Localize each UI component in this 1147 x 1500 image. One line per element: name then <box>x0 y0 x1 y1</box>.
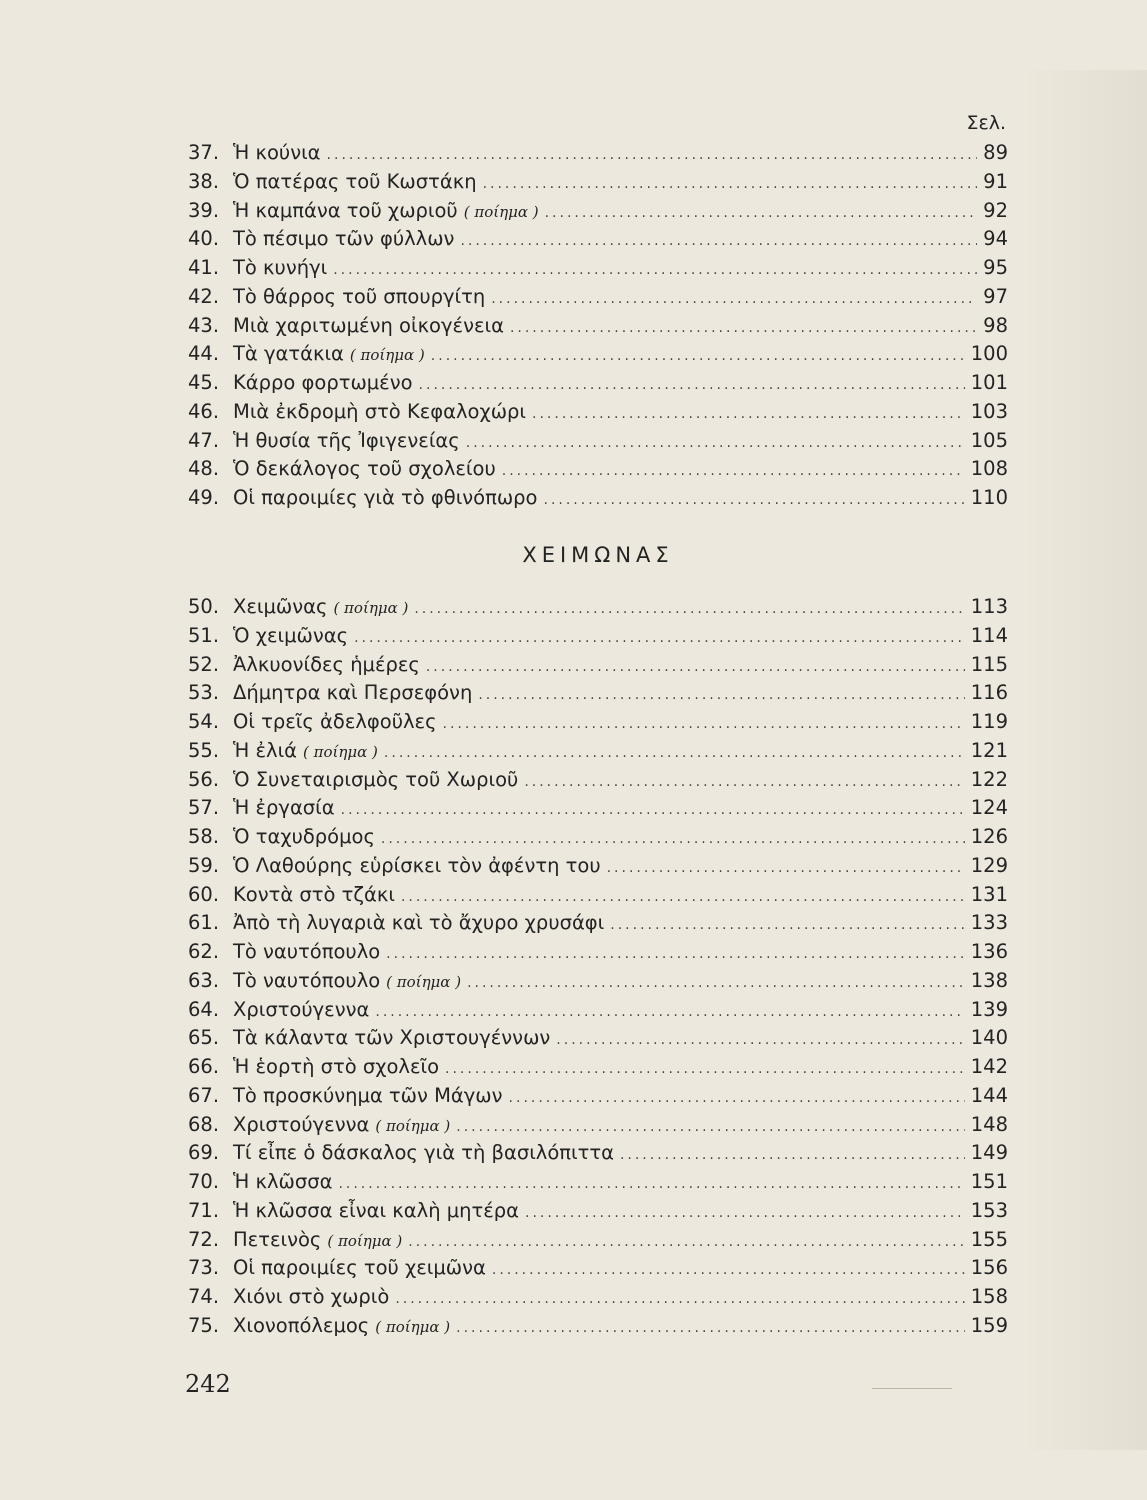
entry-title: Ἡ καμπάνα τοῦ χωριοῦ <box>233 198 458 222</box>
leader-dots <box>509 1084 965 1113</box>
entry-title: Τὸ προσκύνημα τῶν Μάγων <box>233 1083 503 1107</box>
toc-entry <box>188 139 1008 168</box>
leader-dots <box>467 969 965 998</box>
entry-title: Χιόνι στὸ χωριὸ <box>233 1285 390 1308</box>
entry-number: 48. <box>188 457 220 481</box>
entry-title: Ἡ ἑορτὴ στὸ σχολεῖο <box>233 1055 440 1078</box>
leader-dots <box>354 624 965 653</box>
entry-number: 75. <box>188 1313 220 1337</box>
toc-entry <box>188 852 1008 881</box>
entry-title: Ἡ ἐλιά <box>233 738 298 762</box>
leader-dots <box>502 457 965 486</box>
entry-number: 53. <box>188 681 220 705</box>
leader-dots <box>381 825 965 854</box>
entry-number: 39. <box>188 198 220 222</box>
entry-page: 101 <box>970 371 1008 394</box>
entry-title: Τὸ θάρρος τοῦ σπουργίτη <box>233 284 486 308</box>
leader-dots <box>384 739 965 768</box>
toc-entry <box>188 254 1008 283</box>
entry-number: 70. <box>188 1170 220 1193</box>
page-edge-shadow <box>1020 70 1147 1450</box>
entry-title: Ὁ Συνεταιρισμὸς τοῦ Χωριοῦ <box>233 767 519 791</box>
entry-number: 54. <box>188 710 220 733</box>
leader-dots <box>445 1055 965 1084</box>
leader-dots <box>386 940 965 969</box>
entry-page: 136 <box>970 940 1008 963</box>
entry-title: Χιονοπόλεμος <box>233 1313 370 1337</box>
entry-title: Τὰ κάλαντα τῶν Χριστουγέννων <box>233 1026 551 1050</box>
entry-page: 89 <box>983 141 1008 164</box>
toc-entry <box>188 312 1008 341</box>
entry-number: 55. <box>188 738 220 762</box>
toc-entry <box>188 996 1008 1025</box>
toc-entry <box>188 1139 1008 1168</box>
toc-entry <box>188 708 1008 737</box>
entry-page: 158 <box>970 1285 1008 1308</box>
entry-page: 119 <box>970 710 1008 733</box>
entry-page: 140 <box>970 1026 1008 1050</box>
entry-title: Τὸ ναυτόπουλο <box>233 940 381 963</box>
entry-page: 98 <box>983 313 1008 337</box>
leader-dots <box>443 710 965 739</box>
leader-dots <box>408 1228 965 1257</box>
entry-page: 153 <box>970 1198 1008 1222</box>
toc-entry <box>188 823 1008 852</box>
toc-entry <box>188 369 1008 398</box>
entry-title: Ἀλκυονίδες ἡμέρες <box>233 652 420 676</box>
entry-page: 149 <box>970 1141 1008 1165</box>
entry-title: Χειμῶνας <box>233 595 328 618</box>
entry-title: Ὁ Λαθούρης εὑρίσκει τὸν ἀφέντη του <box>233 853 601 877</box>
entry-number: 49. <box>188 486 220 509</box>
entry-title: Κάρρο φορτωμένο <box>233 371 413 394</box>
entry-number: 40. <box>188 227 220 251</box>
entry-number: 68. <box>188 1112 220 1136</box>
leader-dots <box>544 486 965 515</box>
entry-page: 155 <box>970 1227 1008 1251</box>
entry-note: ( ποίημα ) <box>327 1231 403 1250</box>
entry-page: 108 <box>970 457 1008 481</box>
entry-number: 69. <box>188 1141 220 1165</box>
leader-dots <box>620 1141 965 1170</box>
entry-title: Ἡ θυσία τῆς Ἰφιγενείας <box>233 428 460 452</box>
entry-page: 122 <box>970 767 1008 791</box>
entry-page: 115 <box>970 652 1008 676</box>
entry-page: 94 <box>983 227 1008 251</box>
toc-entry <box>188 1024 1008 1053</box>
entry-number: 56. <box>188 767 220 791</box>
entry-number: 51. <box>188 623 220 647</box>
entry-number: 44. <box>188 342 220 366</box>
toc-entry <box>188 651 1008 680</box>
leader-dots <box>610 911 964 940</box>
entry-page: 95 <box>983 256 1008 279</box>
entry-page: 121 <box>970 738 1008 762</box>
leader-dots <box>545 199 978 228</box>
leader-dots <box>341 796 965 825</box>
leader-dots <box>333 256 977 285</box>
entry-title: Οἱ παροιμίες τοῦ χειμῶνα <box>233 1256 486 1280</box>
leader-dots <box>491 285 977 314</box>
leader-dots <box>483 170 978 199</box>
entry-number: 73. <box>188 1256 220 1280</box>
entry-number: 64. <box>188 997 220 1021</box>
entry-number: 58. <box>188 825 220 848</box>
entry-number: 71. <box>188 1198 220 1222</box>
toc-entry <box>188 1082 1008 1111</box>
entry-page: 116 <box>970 681 1008 705</box>
leader-dots <box>525 1199 965 1228</box>
leader-dots <box>532 400 965 429</box>
entry-note: ( ποίημα ) <box>375 1317 451 1336</box>
toc-entry <box>188 1283 1008 1312</box>
leader-dots <box>327 141 978 170</box>
toc-entry <box>188 909 1008 938</box>
leader-dots <box>466 429 965 458</box>
entry-title: Κοντὰ στὸ τζάκι <box>233 882 395 906</box>
entry-page: 110 <box>970 486 1008 509</box>
entry-title: Ὁ πατέρας τοῦ Κωστάκη <box>233 169 477 193</box>
entry-title: Ὁ ταχυδρόμος <box>233 825 375 848</box>
entry-title: Μιὰ ἐκδρομὴ στὸ Κεφαλοχώρι <box>233 399 527 423</box>
leader-dots <box>478 681 964 710</box>
toc-entry <box>188 283 1008 312</box>
table-of-contents-winter <box>188 593 1008 1341</box>
entry-title: Ὁ δεκάλογος τοῦ σχολείου <box>233 457 496 481</box>
entry-note: ( ποίημα ) <box>386 972 462 991</box>
entry-title: Τὰ γατάκια <box>233 342 344 366</box>
page-column-label: Σελ. <box>966 112 1006 134</box>
entry-page: 144 <box>970 1083 1008 1107</box>
leader-dots <box>607 854 965 883</box>
entry-number: 57. <box>188 796 220 820</box>
toc-entry <box>188 455 1008 484</box>
entry-page: 97 <box>983 284 1008 308</box>
entry-number: 60. <box>188 882 220 906</box>
entry-page: 103 <box>970 399 1008 423</box>
leader-dots <box>460 227 977 256</box>
toc-entry <box>188 622 1008 651</box>
entry-title: Τὸ πέσιμο τῶν φύλλων <box>233 227 455 251</box>
entry-title: Πετεινὸς <box>233 1227 322 1251</box>
entry-title: Τί εἶπε ὁ δάσκαλος γιὰ τὴ βασιλόπιττα <box>233 1141 614 1165</box>
leader-dots <box>426 653 965 682</box>
entry-note: ( ποίημα ) <box>333 599 409 617</box>
leader-dots <box>510 314 977 343</box>
page-number: 242 <box>185 1370 231 1398</box>
entry-number: 59. <box>188 853 220 877</box>
toc-entry <box>188 1254 1008 1283</box>
entry-title: Δήμητρα καὶ Περσεφόνη <box>233 681 473 705</box>
toc-entry <box>188 168 1008 197</box>
entry-page: 159 <box>970 1313 1008 1337</box>
entry-title: Ἀπὸ τὴ λυγαριὰ καὶ τὸ ἄχυρο χρυσάφι <box>233 911 605 935</box>
entry-page: 142 <box>970 1055 1008 1078</box>
entry-number: 52. <box>188 652 220 676</box>
entry-number: 62. <box>188 940 220 963</box>
entry-number: 50. <box>188 595 220 618</box>
entry-page: 113 <box>970 595 1008 618</box>
leader-dots <box>524 768 964 797</box>
entry-number: 61. <box>188 911 220 935</box>
entry-title: Χριστούγεννα <box>233 1112 370 1136</box>
entry-page: 138 <box>970 968 1008 992</box>
entry-number: 72. <box>188 1227 220 1251</box>
toc-entry <box>188 340 1008 369</box>
entry-page: 151 <box>970 1170 1008 1193</box>
toc-entry <box>188 197 1008 226</box>
entry-title: Ὁ χειμῶνας <box>233 623 349 647</box>
entry-number: 45. <box>188 371 220 394</box>
entry-number: 46. <box>188 399 220 423</box>
toc-entry <box>188 1053 1008 1082</box>
entry-title: Τὸ ναυτόπουλο <box>233 968 381 992</box>
leader-dots <box>395 1285 964 1314</box>
entry-number: 74. <box>188 1285 220 1308</box>
entry-title: Χριστούγεννα <box>233 997 370 1021</box>
toc-entry <box>188 398 1008 427</box>
entry-number: 66. <box>188 1055 220 1078</box>
entry-note: ( ποίημα ) <box>303 742 378 761</box>
entry-note: ( ποίημα ) <box>349 346 425 365</box>
entry-title: Μιὰ χαριτωμένη οἰκογένεια <box>233 313 504 337</box>
toc-entry <box>188 484 1008 513</box>
section-heading-winter: ΧΕΙΜΩΝΑΣ <box>522 543 674 567</box>
toc-entry <box>188 881 1008 910</box>
leader-dots <box>456 1314 965 1343</box>
entry-number: 63. <box>188 968 220 992</box>
leader-dots <box>375 998 964 1027</box>
entry-number: 42. <box>188 284 220 308</box>
leader-dots <box>338 1170 964 1199</box>
entry-number: 37. <box>188 141 220 164</box>
toc-entry <box>188 1168 1008 1197</box>
entry-page: 156 <box>970 1256 1008 1280</box>
leader-dots <box>419 371 965 400</box>
leader-dots <box>401 883 965 912</box>
entry-title: Ἡ ἐργασία <box>233 796 335 820</box>
toc-entry <box>188 967 1008 996</box>
entry-page: 91 <box>983 169 1008 193</box>
entry-page: 114 <box>970 623 1008 647</box>
entry-page: 100 <box>970 342 1008 366</box>
entry-number: 47. <box>188 428 220 452</box>
entry-page: 148 <box>970 1112 1008 1136</box>
entry-title: Ἡ κλῶσσα εἶναι καλὴ μητέρα <box>233 1198 520 1222</box>
toc-entry <box>188 1111 1008 1140</box>
entry-number: 38. <box>188 169 220 193</box>
entry-page: 124 <box>970 796 1008 820</box>
entry-note: ( ποίημα ) <box>463 202 539 221</box>
entry-title: Οἱ τρεῖς ἀδελφοῦλες <box>233 710 437 733</box>
entry-number: 43. <box>188 313 220 337</box>
table-of-contents-autumn <box>188 139 1008 513</box>
entry-number: 67. <box>188 1083 220 1107</box>
toc-entry <box>188 225 1008 254</box>
toc-entry <box>188 938 1008 967</box>
toc-entry <box>188 427 1008 456</box>
entry-note: ( ποίημα ) <box>375 1116 451 1135</box>
toc-entry <box>188 794 1008 823</box>
leader-dots <box>556 1026 964 1055</box>
toc-entry <box>188 593 1008 622</box>
entry-page: 131 <box>970 882 1008 906</box>
pencil-mark <box>872 1388 952 1389</box>
entry-page: 133 <box>970 911 1008 935</box>
toc-entry <box>188 1197 1008 1226</box>
entry-page: 126 <box>970 825 1008 848</box>
entry-title: Τὸ κυνήγι <box>233 256 328 279</box>
toc-entry <box>188 766 1008 795</box>
entry-title: Ἡ κλῶσσα <box>233 1170 333 1193</box>
toc-entry <box>188 737 1008 766</box>
leader-dots <box>414 595 964 624</box>
entry-number: 65. <box>188 1026 220 1050</box>
toc-entry <box>188 1312 1008 1341</box>
toc-entry <box>188 679 1008 708</box>
entry-page: 129 <box>970 853 1008 877</box>
entry-number: 41. <box>188 256 220 279</box>
leader-dots <box>456 1113 965 1142</box>
entry-page: 139 <box>970 997 1008 1021</box>
leader-dots <box>492 1256 965 1285</box>
entry-title: Ἡ κούνια <box>233 141 321 164</box>
entry-page: 92 <box>983 198 1008 222</box>
entry-page: 105 <box>970 428 1008 452</box>
entry-title: Οἱ παροιμίες γιὰ τὸ φθινόπωρο <box>233 486 538 509</box>
leader-dots <box>431 342 965 371</box>
toc-entry <box>188 1226 1008 1255</box>
